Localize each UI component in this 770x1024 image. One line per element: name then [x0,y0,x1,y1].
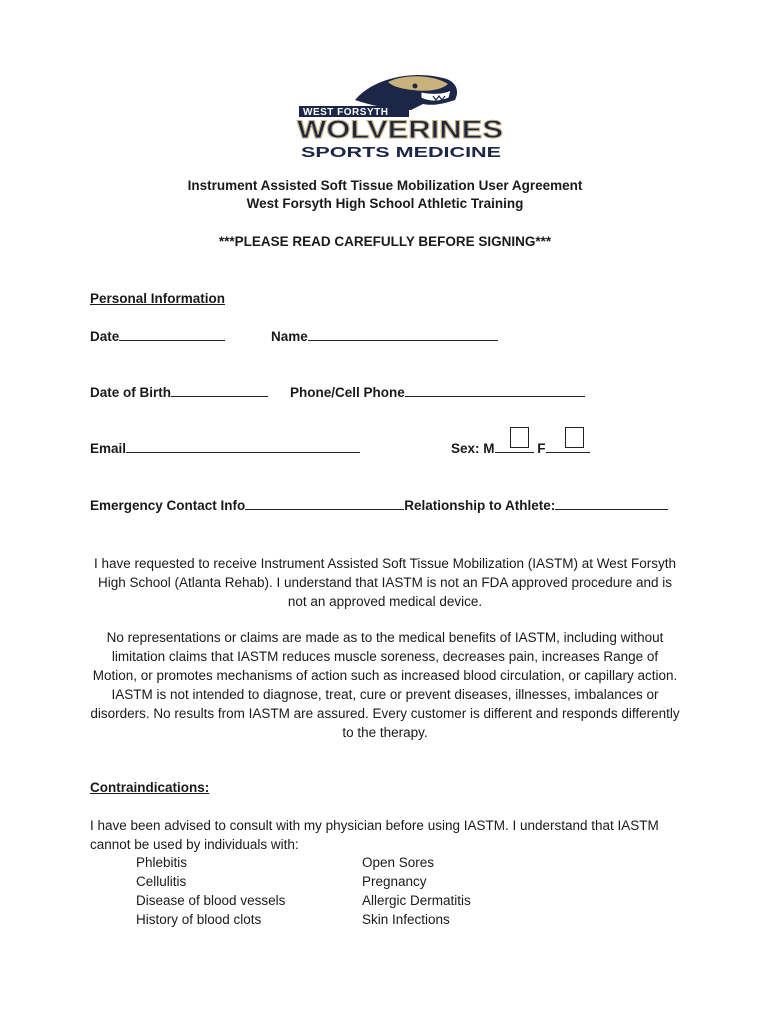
phone-field-row [290,384,585,400]
date-input-line[interactable] [119,328,225,341]
document-subtitle: West Forsyth High School Athletic Training [246,196,524,211]
emergency-contact-label: Emergency Contact Info [90,498,246,513]
sex-f-checkbox[interactable] [565,427,584,448]
personal-info-heading: Personal Information [90,291,226,306]
list-item: Disease of blood vessels [136,893,286,908]
sex-m-label: Sex: M [451,441,495,456]
wolverines-sports-medicine-logo [293,70,508,162]
no-claims-paragraph: No representations or claims are made as to the medical benefits of IASTM, including without limitation claims that IASTM reduces muscle soreness, decreases pain, increases Range of Motion, or promotes mechanisms of action such as increased blood circulation, or capillary action. IASTM is not intended to diagnose, treat, cure or prevent diseases, illnesses, imbalances or disorders. No results from IASTM are assured. Every customer is different and responds differently to the therapy. [90,630,680,740]
iastm-request-paragraph: I have requested to receive Instrument Assisted Soft Tissue Mobilization (IASTM) at West Forsyth High School (Atlanta Rehab). I understand that IASTM is not an FDA approved procedure and is not an approved medical device. [94,556,676,609]
list-item: History of blood clots [136,912,262,927]
contraindications-heading: Contraindications: [90,780,210,795]
name-label: Name [271,329,308,344]
emergency-contact-row [90,497,668,513]
svg-text:SPORTS MEDICINE: SPORTS MEDICINE [301,144,501,161]
phone-label: Phone/Cell Phone [290,385,405,400]
dob-input-line[interactable] [171,384,268,397]
list-item: Cellulitis [136,874,187,889]
name-input-line[interactable] [308,328,498,341]
contraindications-intro: I have been advised to consult with my physician before using IASTM. I understand that IASTM cannot be used by individuals with: [90,818,659,852]
dob-field-row [90,384,268,400]
relationship-label: Relationship to Athlete: [404,498,556,513]
contraindications-list-left [136,853,285,929]
dob-label: Date of Birth [90,385,171,400]
wolverine-mascot-icon [355,75,457,110]
emergency-contact-input-line[interactable] [245,497,404,510]
email-label: Email [90,441,127,456]
phone-input-line[interactable] [405,384,585,397]
relationship-input-line[interactable] [555,497,668,510]
email-input-line[interactable] [126,440,360,453]
read-carefully-warning: ***PLEASE READ CAREFULLY BEFORE SIGNING*** [218,234,552,249]
svg-text:WEST FORSYTH: WEST FORSYTH [303,107,389,118]
sex-m-checkbox[interactable] [510,427,529,448]
list-item: Allergic Dermatitis [362,893,471,908]
name-field-row [271,328,498,344]
email-field-row [90,440,360,456]
list-item: Pregnancy [362,874,427,889]
sex-field-row [451,440,590,456]
sex-f-label: F [537,441,546,456]
list-item: Open Sores [362,855,435,870]
date-field-row [90,328,225,344]
svg-text:WOLVERINES: WOLVERINES [297,116,503,144]
list-item: Skin Infections [362,912,450,927]
list-item: Phlebitis [136,855,188,870]
contraindications-list-right [362,853,471,929]
date-label: Date [90,329,120,344]
document-title: Instrument Assisted Soft Tissue Mobilization User Agreement [187,178,583,193]
